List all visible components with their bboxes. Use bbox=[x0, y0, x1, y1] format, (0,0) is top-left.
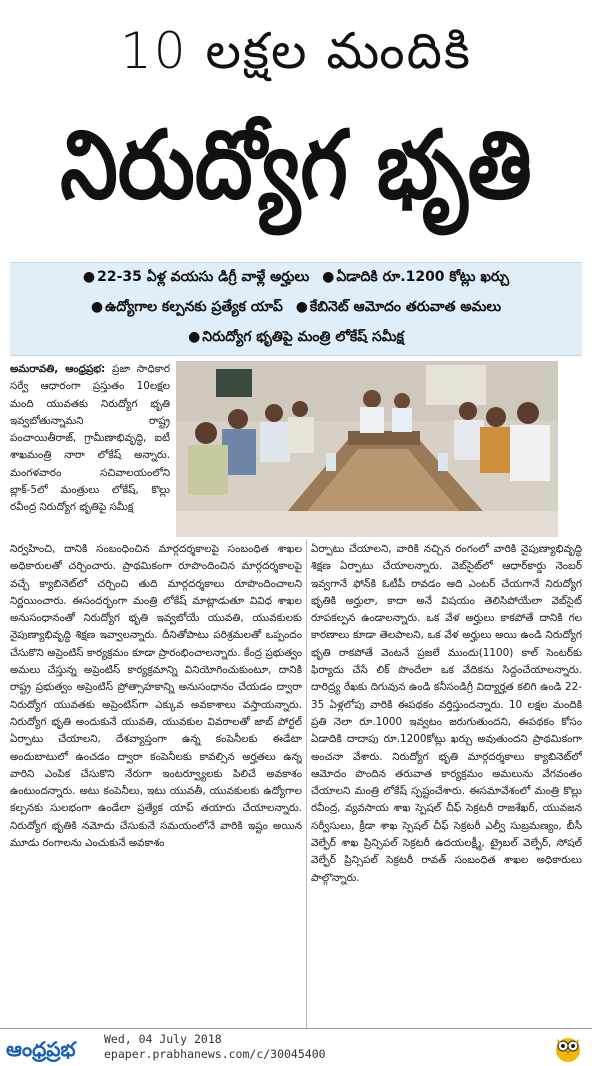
highlight-row-2: ● ఉద్యోగాల కల్పనకు ప్రత్యేక యాప్ ● కేబినెట్ ఆమోదం తరువాత అమలు bbox=[90, 299, 502, 315]
column-divider bbox=[306, 540, 307, 1028]
headline-line-2: నిరుద్యోగ భృతి bbox=[60, 111, 532, 221]
highlight-row-1: ● 22-35 ఏళ్ల వయసు డిగ్రీ వాళ్లే అర్హులు ● ఏడాదికి రూ.1200 కోట్లు ఖర్చు bbox=[82, 269, 510, 285]
meeting-photo bbox=[176, 361, 558, 537]
headline-line-1: 10 లక్షల మందికి bbox=[119, 22, 473, 80]
article-column-right bbox=[311, 541, 582, 1027]
highlight-item: ఉద్యోగాల కల్పనకు ప్రత్యేక యాప్ bbox=[105, 299, 283, 315]
highlights-box bbox=[10, 262, 582, 356]
logo-text: ఆంధ్రప్రభ bbox=[6, 1037, 76, 1061]
epaper-url[interactable]: epaper.prabhanews.com/c/30045400 bbox=[104, 1047, 326, 1061]
dateline: అమరావతి, ఆంధ్రప్రభ: bbox=[10, 363, 106, 375]
article-column-left-top bbox=[10, 361, 170, 539]
highlight-row-3: ● నిరుద్యోగ భృతిపై మంత్రి లోకేష్ సమీక్ష bbox=[188, 329, 404, 345]
meeting-photo-illustration bbox=[176, 361, 558, 537]
highlight-item: నిరుద్యోగ భృతిపై మంత్రి లోకేష్ సమీక్ష bbox=[202, 329, 404, 345]
article-paragraph: నిర్వహించి, దానికి సంబంధించిన మార్గదర్శకాలపై సంబంధిత శాఖల అధికారులతో చర్చించారు. ప్రాథమికంగా రూపొందించిన మార్గదర్శకాలపై వచ్చే క్యాబినెట్‌లో చర్చించి తుది మార్గదర్శకాలు రూపొందించాలని నిర్ణయించారు. ఈసందర్భంగా మంత్రి లోకేష్ మాట్లాడుతూ వివిధ శాఖల అనుసంధానంతో నిరుద్యోగ భృతి ఇవ్వబోయే యువతి, యువకులకు నైపుణ్యాభివృద్ధి శిక్షణ ఇవ్వాలన్నారు. దీనితోపాటు పరిశ్రమలతో ఒప్పందం చేసుకొని అప్రెంటిస్ కార్యక్రమం కూడా ప్రారంభించాలన్నారు. కేంద్ర ప్రభుత్వం అమలు చేస్తున్న అప్రెంటిస్ కార్యక్రమాన్ని వినియోగించుకుంటూ, దానికి రాష్ట్ర ప్రభుత్వం అప్రెంటిస్ ప్రోత్సాహకాన్ని అనుసంధానం చేయడం ద్వారా నిరుద్యోగ యువతకు అప్రెంటిస్‌గా ఎక్కువ అవకాశాలు వస్తాయన్నారు. నిరుద్యోగ భృతి అందుకునే యువతి, యువకుల వివరాలతో జాబ్ పోర్టల్ ఏర్పాటు చేయాలని, దేశవ్యాప్తంగా ఉన్న కంపెనీలకు ఈడేటా అందుబాటులో ఉంచడం ద్వారా కంపెనీలకు కావల్సిన అర్హతలు ఉన్న వారిని ఎంపిక చేసుకొని నేరుగా ఇంటర్వ్యూలకు పిలిచే అవకాశం ఉంటుందన్నారు. అటు కంపెనీలు, ఇటు యువతీ, యువకులకు ఉద్యోగాల కల్పనకు సులభంగా ఉండేలా ప్రత్యేక యాప్ తయారు చేయాలన్నారు. నిరుద్యోగ భృతికి నమోదు చేసుకునే సమయంలోనే వారికి ఇష్టం అయిన మూడు రంగాలను ఎంచుకునే అవకాశం bbox=[10, 543, 302, 850]
highlight-item: ఏడాదికి రూ.1200 కోట్లు ఖర్చు bbox=[336, 269, 510, 285]
article-paragraph: ప్రజా సాధికార సర్వే ఆధారంగా ప్రస్తుతం 10లక్షల మంది యువతకు నిరుద్యోగ భృతి ఇవ్వబోతున్నామని రాష్ట్ర పంచాయితీరాజ్, గ్రామీణాభివృద్ధి, ఐటీ శాఖమంత్రి నారా లోకేష్ అన్నారు. మంగళవారం సచివాలయంలోని బ్లాక్-5లో మంత్రులు లోకేష్, కొల్లు రవీంద్ర నిరుద్యోగ భృతిపై సమీక్ష bbox=[10, 363, 170, 514]
edition-date: Wed, 04 July 2018 bbox=[104, 1032, 222, 1046]
owl-icon bbox=[553, 1033, 583, 1063]
newspaper-logo bbox=[6, 1037, 75, 1066]
highlight-item: 22-35 ఏళ్ల వయసు డిగ్రీ వాళ్లే అర్హులు bbox=[97, 269, 310, 285]
article-column-left bbox=[10, 541, 302, 1027]
highlight-item: కేబినెట్ ఆమోదం తరువాత అమలు bbox=[309, 299, 502, 315]
article-paragraph: ఏర్పాటు చేయాలని, వారికి నచ్చిన రంగంలో వారికి నైపుణ్యాభివృద్ధి శిక్షణ ఏర్పాటు చేయాలన్నారు. వెబ్‌సైట్‌లో ఆధార్‌కార్డు నెంబర్ ఇవ్వగానే ఫోన్‌కి ఓటీపీ రావడం అది ఎంటర్ చేయగానే నిరుద్యోగ భృతికి అర్హులా, కాదా అనే విషయం తెలిసిపోయేలా వెబ్‌సైట్ రూపకల్పన ఉండాలన్నారు. ఒక వేళ అర్హులు కాకపోతే దానికి గల కారణాలు కూడా తెలపాలని, ఒక వేళ అర్హులు అయి ఉండి నిరుద్యోగ భృతి రాకపోతే వెంటనే ప్రజలే ముందు(1100) కాల్ సెంటర్‌కు ఫిర్యాదు చేసే లిక్ పొందేలా ఒక వేదికను సిద్దంచేయాలన్నారు. దారిద్ర్య రేఖకు దిగువున ఉండి కనీసండిగ్రీ విద్యార్హత కలిగి ఉండి 22-35 ఏళ్లలోపు వారికి ఈపథకం వర్తిస్తుందన్నారు. 10 లక్షల మందికి ప్రతి నెలా రూ.1000 ఇవ్వటం జరుగుతుందని, ఈపథకం కోసం ఏడాదికి దాదాపు రూ.1200కోట్లు ఖర్చు అవుతుందని ప్రాథమికంగా అంచనా వేశారు. నిరుద్యోగ భృతి మార్గదర్శకాలు క్యాబినెట్‌లో ఆమోదం పొందిన తరువాత కార్యక్రమం అమలును వేగవంతం చేయాలని మంత్రి లోకేష్ స్పష్టంచేశారు. ఈసమావేశంలో మంత్రి కొల్లు రవీంద్ర, వ్యవసాయ శాఖ స్పెషల్ చీఫ్ సెక్రటరీ రాజశేఖర్, యువజన సర్వీసులు, క్రీడా శాఖ స్పెషల్ చీఫ్ సెక్రటరీ ఎల్వీ సుబ్రమణ్యం, బీసీ వెల్ఫేర్ శాఖ ప్రిన్సిపల్ సెక్రటరీ ఉదయలక్ష్మీ, ట్రైబల్ వెల్ఫేర్, సోషల్ వెల్ఫేర్ ప్రిన్సిపల్ సెక్రటరీ రావత్ సంబంధిత శాఖల అధికారులు పాల్గొన్నారు. bbox=[311, 543, 582, 884]
footer-bar bbox=[0, 1028, 592, 1065]
